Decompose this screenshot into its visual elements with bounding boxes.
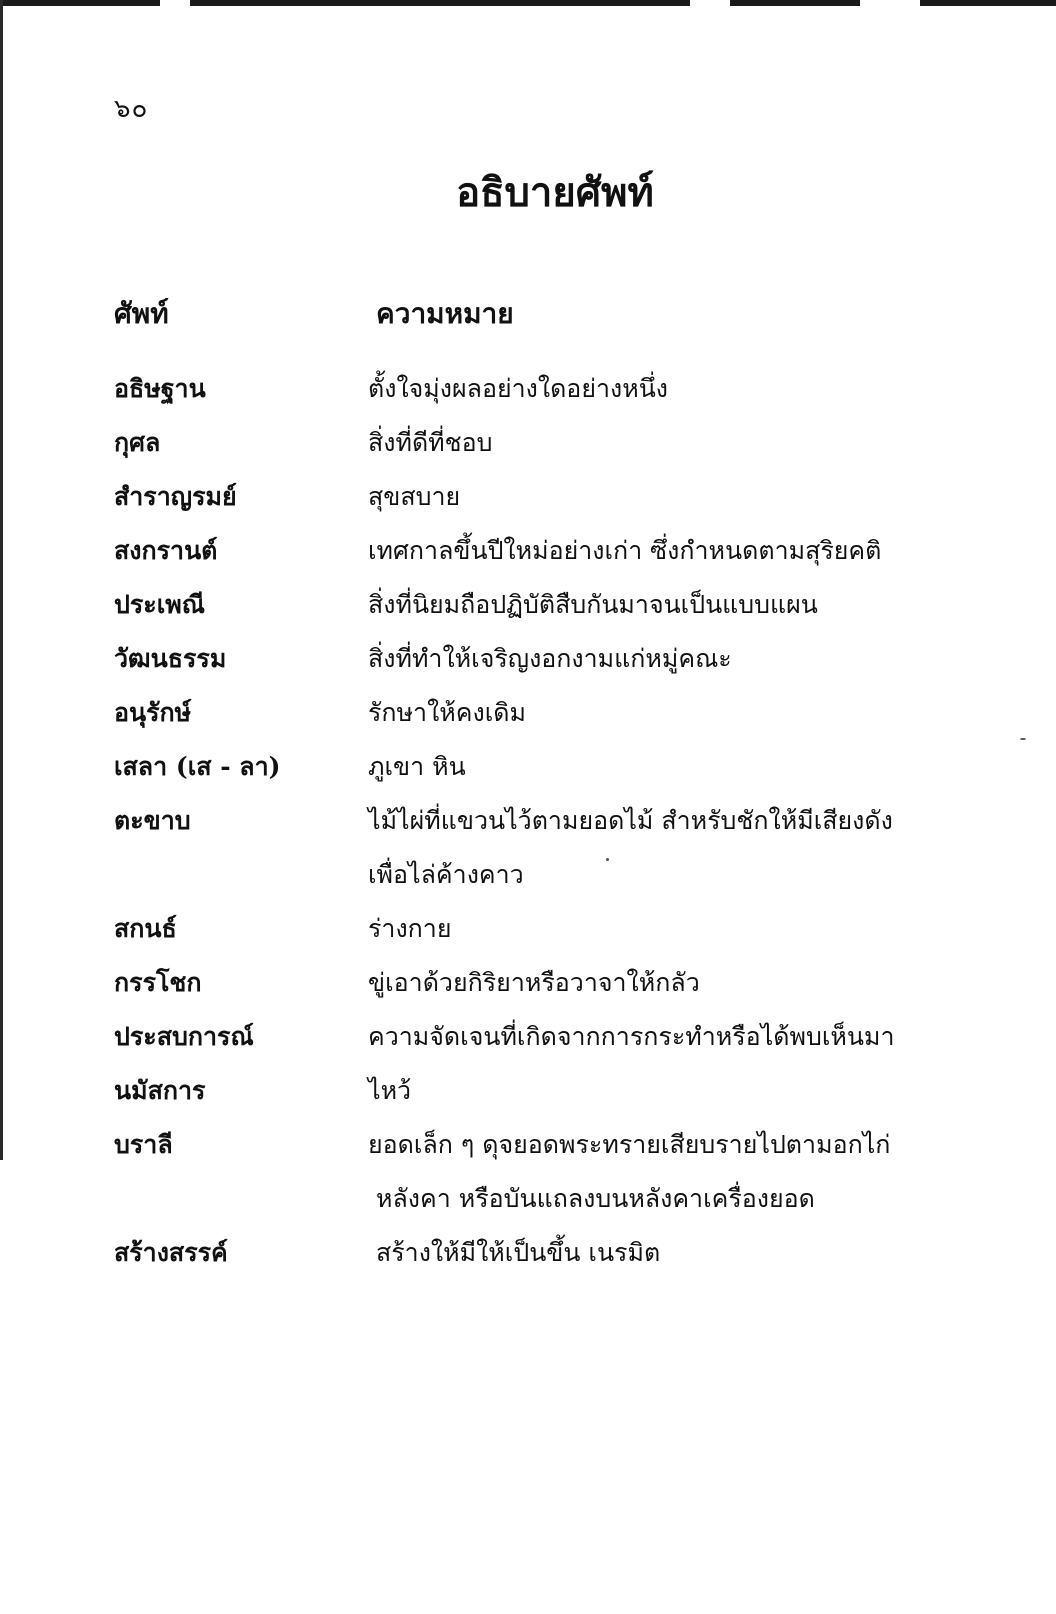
- glossary-entry: [114, 794, 994, 902]
- entry-meaning-line: ไม้ไผ่ที่แขวนไว้ตามยอดไม้ สำหรับชักให้มีเสียงดัง: [368, 806, 893, 835]
- glossary-entry: [114, 1226, 994, 1280]
- glossary-entry: [114, 1010, 994, 1064]
- glossary-entry: [114, 416, 994, 470]
- entry-meaning-line: ภูเขา หิน: [368, 752, 466, 781]
- entry-meaning-line: ร่างกาย: [368, 914, 452, 943]
- entry-meaning-line: สิ่งที่ทำให้เจริญงอกงามแก่หมู่คณะ: [368, 644, 732, 673]
- glossary-entry: [114, 956, 994, 1010]
- entry-term: กรรโชก: [114, 968, 202, 997]
- entry-term: ตะขาบ: [114, 806, 191, 835]
- entry-term: ประสบการณ์: [114, 1022, 254, 1051]
- scan-top-edge-gap: [160, 0, 190, 6]
- entry-meaning-line: สุขสบาย: [368, 482, 461, 511]
- glossary-entry: [114, 902, 994, 956]
- entry-meaning: [368, 470, 994, 524]
- entry-meaning: [368, 1064, 994, 1118]
- entry-meaning-line: เพื่อไล่ค้างคาว: [368, 860, 524, 889]
- entry-meaning: [368, 956, 994, 1010]
- entry-meaning-line: สร้างให้มีให้เป็นขึ้น เนรมิต: [376, 1238, 661, 1267]
- entry-term: อธิษฐาน: [114, 374, 206, 403]
- entry-meaning-line: เทศกาลขึ้นปีใหม่อย่างเก่า ซึ่งกำหนดตามสุริยคติ: [368, 536, 882, 565]
- entry-meaning-line: สิ่งที่นิยมถือปฏิบัติสืบกันมาจนเป็นแบบแผน: [368, 590, 818, 619]
- entry-term: อนุรักษ์: [114, 698, 192, 727]
- term-column-header: ศัพท์: [114, 297, 169, 330]
- entry-term: ประเพณี: [114, 590, 205, 619]
- entry-meaning: [368, 416, 994, 470]
- entry-meaning: [368, 524, 994, 578]
- page-number: ๖๐: [114, 94, 149, 124]
- entry-meaning: [368, 578, 994, 632]
- entry-term: กุศล: [114, 428, 161, 457]
- entry-meaning-line: ไหว้: [368, 1076, 412, 1105]
- entry-term: สร้างสรรค์: [114, 1238, 228, 1267]
- glossary-entry: [114, 1064, 994, 1118]
- scan-speck: [1020, 738, 1026, 740]
- page-title: อธิบายศัพท์: [456, 169, 654, 216]
- entry-meaning-line: ขู่เอาด้วยกิริยาหรือวาจาให้กลัว: [368, 968, 700, 997]
- entry-term: สกนธ์: [114, 914, 177, 943]
- scan-speck: [606, 858, 609, 861]
- entry-meaning: [368, 794, 994, 902]
- glossary-entry: [114, 740, 994, 794]
- scan-top-edge-gap: [690, 0, 730, 6]
- entry-term: วัฒนธรรม: [114, 644, 227, 673]
- entry-meaning-line: สิ่งที่ดีที่ชอบ: [368, 428, 493, 457]
- entry-meaning: [368, 1010, 994, 1064]
- meaning-column-header: ความหมาย: [376, 297, 514, 330]
- entry-meaning: [368, 740, 994, 794]
- entry-term: สงกรานต์: [114, 536, 218, 565]
- entry-meaning: [368, 632, 994, 686]
- entry-meaning-line: หลังคา หรือบันแถลงบนหลังคาเครื่องยอด: [376, 1184, 815, 1213]
- entry-meaning: [368, 1226, 994, 1280]
- scan-top-edge-gap: [860, 0, 920, 6]
- glossary-entry: [114, 524, 994, 578]
- entry-meaning-line: ยอดเล็ก ๆ ดุจยอดพระทรายเสียบรายไปตามอกไก่: [368, 1130, 891, 1159]
- entry-meaning-line: รักษาให้คงเดิม: [368, 698, 526, 727]
- entry-meaning-line: ความจัดเจนที่เกิดจากการกระทำหรือได้พบเห็นมา: [368, 1022, 895, 1051]
- glossary-entry: [114, 1118, 994, 1226]
- glossary-list: [114, 362, 994, 1280]
- glossary-header: [114, 292, 994, 336]
- glossary-entry: [114, 362, 994, 416]
- glossary-entry: [114, 632, 994, 686]
- entry-meaning-line: ตั้งใจมุ่งผลอย่างใดอย่างหนึ่ง: [368, 374, 668, 403]
- entry-meaning: [368, 1118, 994, 1226]
- entry-meaning: [368, 902, 994, 956]
- entry-meaning: [368, 686, 994, 740]
- glossary-entry: [114, 578, 994, 632]
- entry-term: สำราญรมย์: [114, 482, 237, 511]
- entry-term: บราลี: [114, 1130, 173, 1159]
- entry-term: เสลา (เส - ลา): [114, 752, 281, 781]
- glossary-entry: [114, 470, 994, 524]
- entry-term: นมัสการ: [114, 1076, 206, 1105]
- entry-meaning: [368, 362, 994, 416]
- glossary-entry: [114, 686, 994, 740]
